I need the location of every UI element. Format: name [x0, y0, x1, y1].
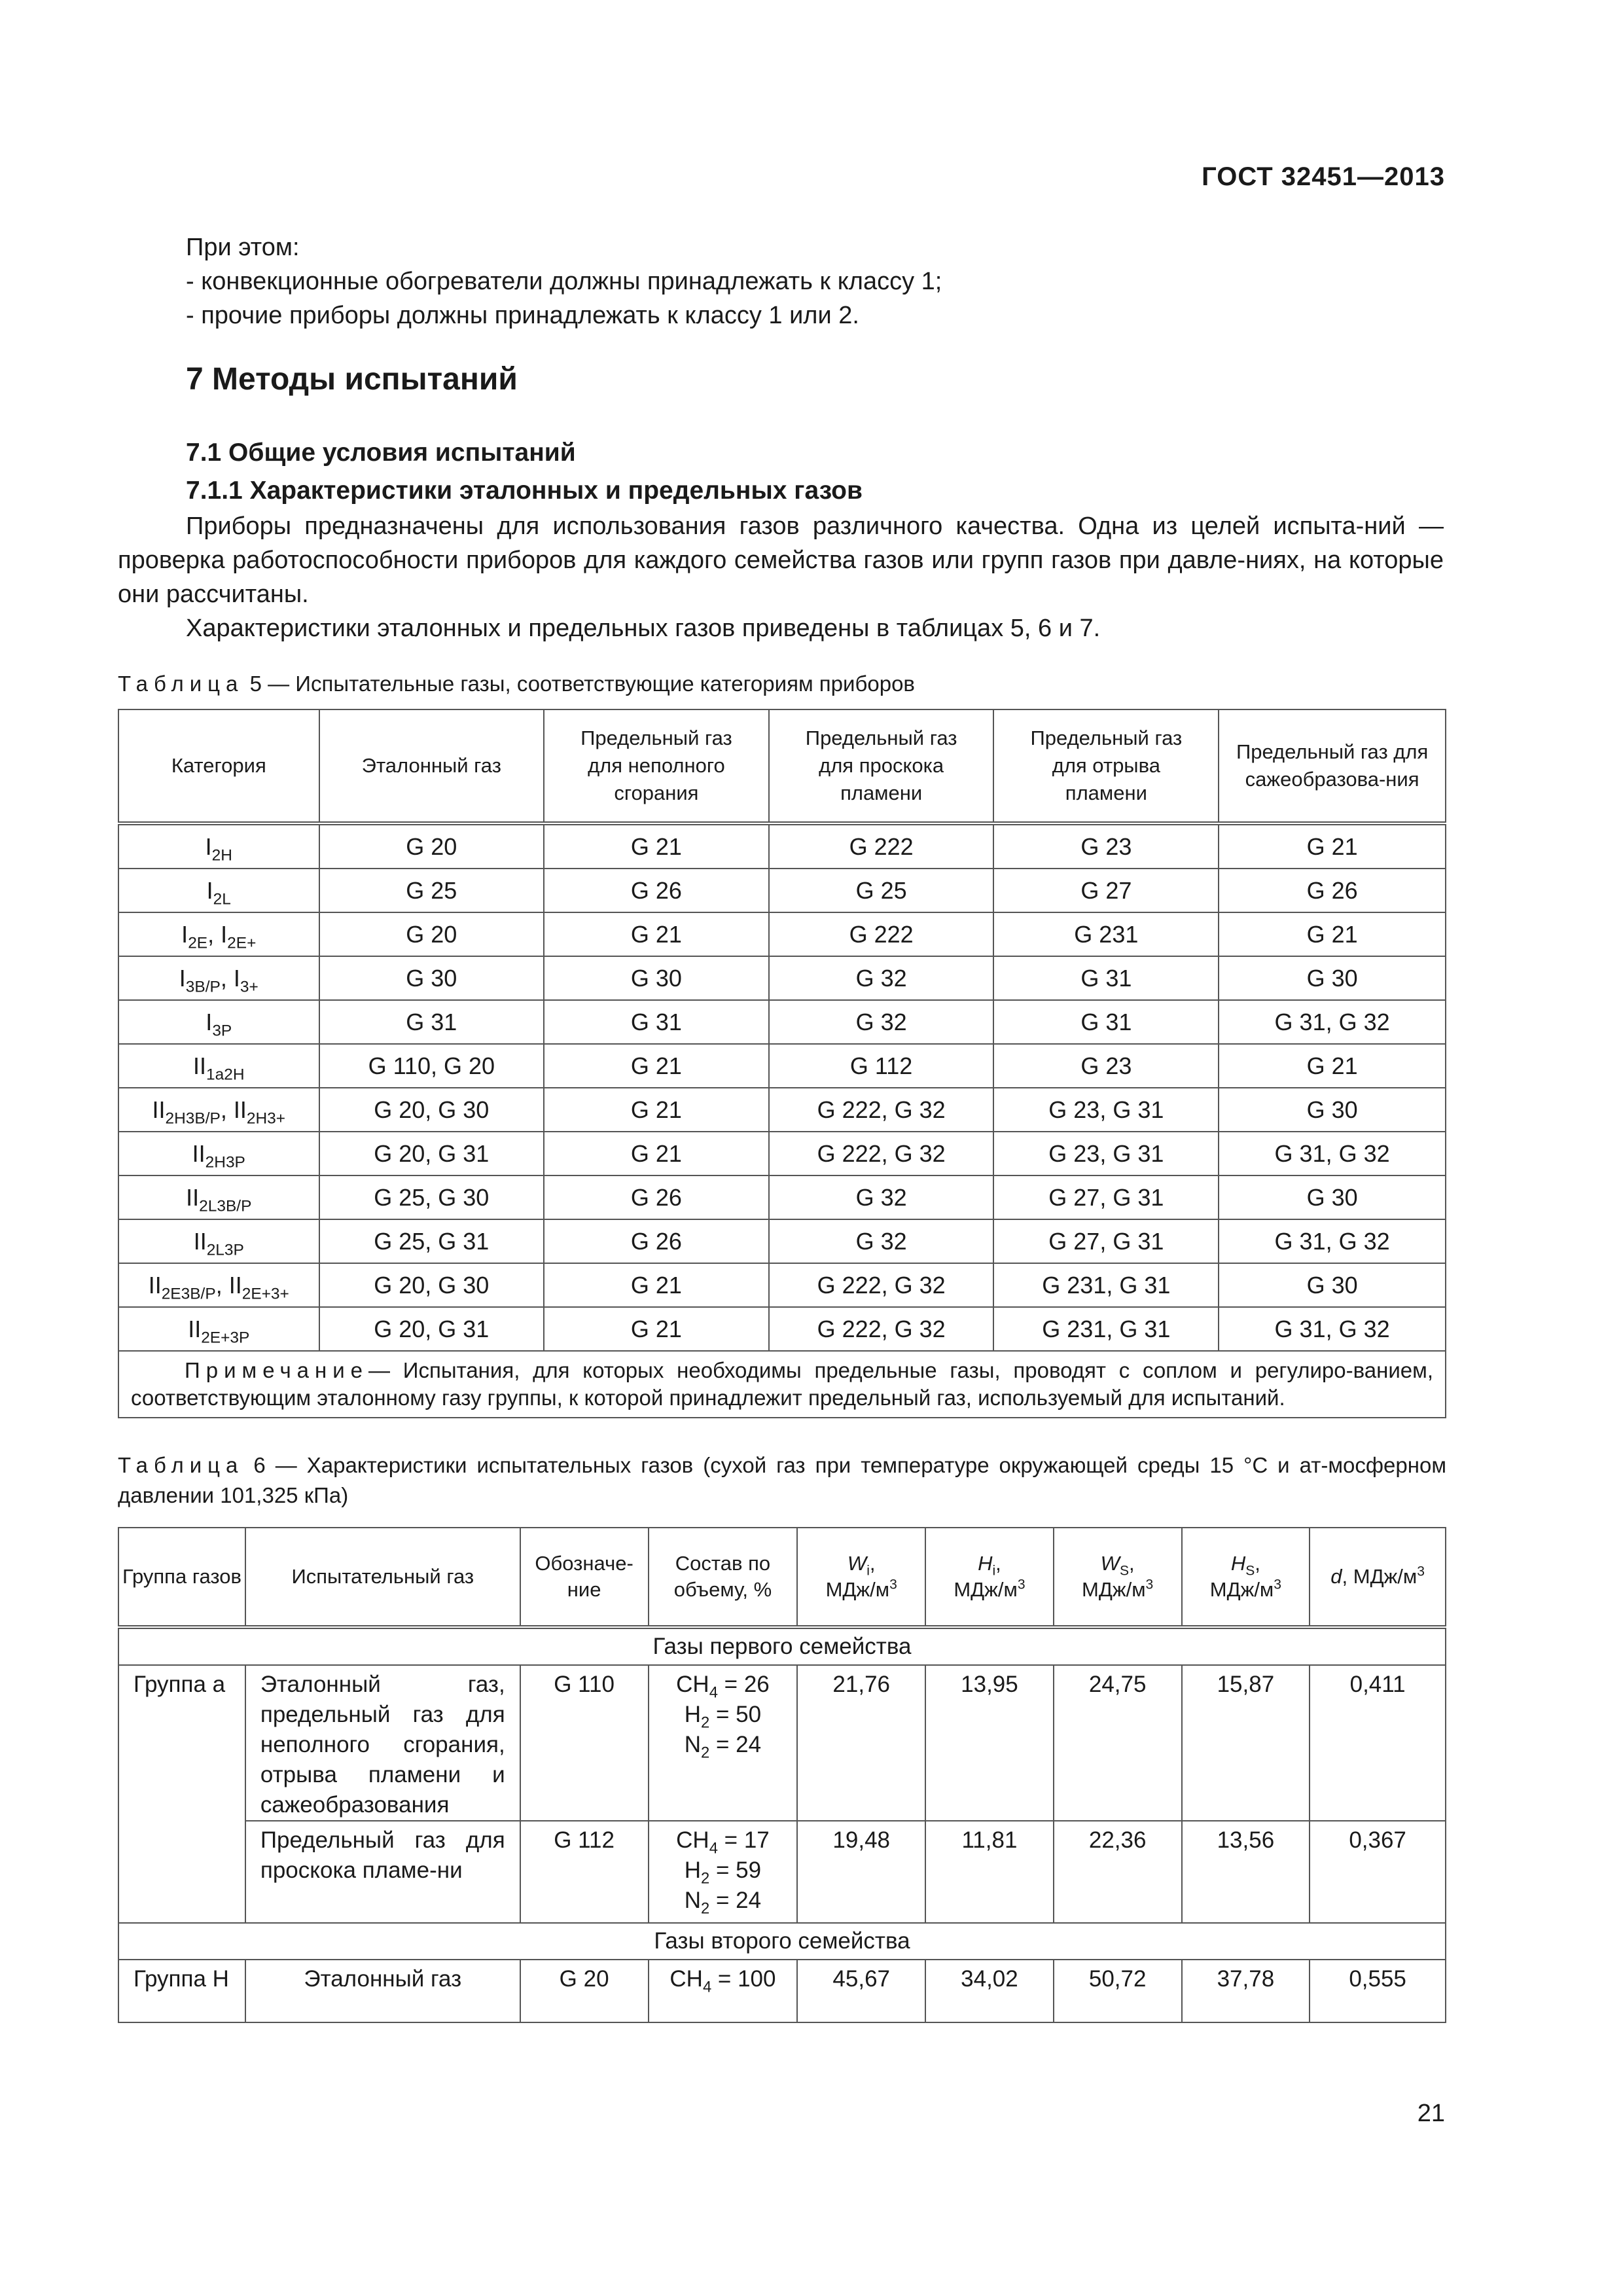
table-5-category: $II_{2L3B/P}$: [118, 1175, 319, 1219]
table-5-header: Предельный газ для неполного сгорания: [544, 709, 769, 823]
table-5-cell: G 21: [544, 1132, 769, 1175]
table-6-caption-number: 6: [253, 1453, 266, 1477]
table-5-cell: G 31, G 32: [1219, 1000, 1446, 1044]
table-5-category: $I_{2H}$: [118, 823, 319, 869]
table-6-wi: 21,76: [797, 1665, 925, 1821]
table-5-cell: G 26: [544, 1219, 769, 1263]
table-5-header: Предельный газ для сажеобразова-ния: [1219, 709, 1446, 823]
table-6-composition: $CH_4 = 100$: [649, 1960, 798, 2022]
table-5-cell: G 21: [544, 1088, 769, 1132]
table-5-note-text: — Испытания, для которых необходимы предельные газы, проводят с соплом и регулиро-ванием, соответствующим эталонному газу группы, к которой принадлежит предельный газ, используемый для испытаний.: [131, 1358, 1433, 1410]
table-6-hs: 13,56: [1182, 1821, 1310, 1923]
paragraph-2: Характеристики эталонных и предельных газов приведены в таблицах 5, 6 и 7.: [186, 615, 1101, 642]
table-5-cell: G 23: [993, 1044, 1219, 1088]
table-5-cell: G 32: [769, 1175, 994, 1219]
table-5-category: $II_{2E3B/P}$, $II_{2E+3+}$: [118, 1263, 319, 1307]
table-5-caption-number: 5: [249, 672, 262, 696]
table-6-ws: 22,36: [1054, 1821, 1182, 1923]
table-6-ws: 24,75: [1054, 1665, 1182, 1821]
page-number: 21: [1417, 2100, 1445, 2127]
table-5-category: $I_{2E}$, $I_{2E+}$: [118, 912, 319, 956]
table-5-cell: G 31: [319, 1000, 544, 1044]
table-5-cell: G 30: [544, 956, 769, 1000]
table-6-family-2: Газы второго семейства: [118, 1923, 1446, 1960]
table-5-header: Эталонный газ: [319, 709, 544, 823]
table-6-ws: 50,72: [1054, 1960, 1182, 2022]
table-6-header-hi: $H_i$, МДж/$м^3$: [925, 1528, 1054, 1627]
intro-lead: При этом:: [186, 234, 300, 261]
table-5-cell: G 222, G 32: [769, 1088, 994, 1132]
table-5-category: $II_{2H3B/P}$, $II_{2H3+}$: [118, 1088, 319, 1132]
table-5-cell: G 32: [769, 1000, 994, 1044]
section-7-1-heading: 7.1 Общие условия испытаний: [186, 439, 576, 467]
standard-designation: ГОСТ 32451—2013: [1202, 162, 1445, 191]
table-6-gas: Эталонный газ, предельный газ для неполного сгорания, отрыва пламени и сажеобразования: [245, 1665, 520, 1821]
table-row: [118, 823, 1446, 869]
table-5-cell: G 31, G 32: [1219, 1307, 1446, 1351]
table-5-note: [118, 1351, 1446, 1418]
table-5-cell: G 21: [544, 823, 769, 869]
table-6: [118, 1527, 1446, 2023]
table-row: [118, 1175, 1446, 1219]
table-5-cell: G 25, G 31: [319, 1219, 544, 1263]
table-5-cell: G 20, G 31: [319, 1307, 544, 1351]
table-row: [118, 1044, 1446, 1088]
table-5: [118, 709, 1446, 1418]
table-5-header: Предельный газ для отрыва пламени: [993, 709, 1219, 823]
table-5-caption: [118, 669, 1446, 699]
table-6-hi: 34,02: [925, 1960, 1054, 2022]
table-5-cell: G 20, G 31: [319, 1132, 544, 1175]
table-5-category: $II_{2H3P}$: [118, 1132, 319, 1175]
table-6-group-a: Группа а: [118, 1665, 245, 1923]
table-5-cell: G 25, G 30: [319, 1175, 544, 1219]
table-5-cell: G 21: [544, 912, 769, 956]
table-5-cell: G 32: [769, 956, 994, 1000]
table-5-cell: G 31: [993, 1000, 1219, 1044]
table-5-cell: G 26: [544, 869, 769, 912]
table-row: [118, 1219, 1446, 1263]
table-5-cell: G 25: [769, 869, 994, 912]
table-5-cell: G 21: [1219, 1044, 1446, 1088]
table-5-cell: G 30: [1219, 1263, 1446, 1307]
table-5-cell: G 20: [319, 912, 544, 956]
table-6-group-h: Группа Н: [118, 1960, 245, 2022]
table-row: [118, 1307, 1446, 1351]
table-5-cell: G 222, G 32: [769, 1263, 994, 1307]
table-6-hs: 15,87: [1182, 1665, 1310, 1821]
table-5-cell: G 27, G 31: [993, 1175, 1219, 1219]
table-5-cell: G 23, G 31: [993, 1088, 1219, 1132]
table-5-caption-label: Таблица: [118, 672, 244, 696]
table-6-caption-text: — Характеристики испытательных газов (сухой газ при температуре окружающей среды 15 °С и ат-мосферном давлении 101,325 кПа): [118, 1453, 1447, 1507]
table-5-caption-text: — Испытательные газы, соответствующие категориям приборов: [268, 672, 915, 696]
table-5-header: Категория: [118, 709, 319, 823]
table-6-wi: 45,67: [797, 1960, 925, 2022]
table-5-cell: G 27: [993, 869, 1219, 912]
table-6-composition: $CH_4 = 26$ $H_2 = 50$ $N_2 = 24$: [649, 1665, 798, 1821]
table-5-category: $II_{2E+3P}$: [118, 1307, 319, 1351]
table-6-d: 0,367: [1310, 1821, 1446, 1923]
table-5-cell: G 21: [1219, 823, 1446, 869]
table-5-cell: G 30: [1219, 1088, 1446, 1132]
table-5-category: $I_{3P}$: [118, 1000, 319, 1044]
table-5-cell: G 31: [544, 1000, 769, 1044]
table-5-cell: G 110, G 20: [319, 1044, 544, 1088]
table-5-cell: G 32: [769, 1219, 994, 1263]
table-5-cell: G 21: [544, 1044, 769, 1088]
section-7-1-1-heading: 7.1.1 Характеристики эталонных и предельных газов: [186, 476, 863, 505]
table-5-cell: G 31: [993, 956, 1219, 1000]
table-5-cell: G 222, G 32: [769, 1132, 994, 1175]
table-5-cell: G 21: [544, 1263, 769, 1307]
table-6-header-gas: Испытательный газ: [245, 1528, 520, 1627]
section-7-heading: 7 Методы испытаний: [186, 362, 518, 397]
table-5-cell: G 20, G 30: [319, 1263, 544, 1307]
table-5-cell: G 231, G 31: [993, 1263, 1219, 1307]
table-5-cell: G 31, G 32: [1219, 1219, 1446, 1263]
table-6-caption-label: Таблица: [118, 1453, 244, 1477]
table-5-cell: G 222: [769, 823, 994, 869]
table-6-d: 0,411: [1310, 1665, 1446, 1821]
table-5-cell: G 21: [1219, 912, 1446, 956]
table-6-gas: Эталонный газ: [245, 1960, 520, 2022]
table-6-designation: G 20: [520, 1960, 649, 2022]
table-5-cell: G 25: [319, 869, 544, 912]
table-5-note-label: Примечание: [185, 1358, 369, 1382]
table-5-category: $I_{3B/P}$, $I_{3+}$: [118, 956, 319, 1000]
table-6-header-wi: $W_i$, МДж/$м^3$: [797, 1528, 925, 1627]
intro-item-2: - прочие приборы должны принадлежать к классу 1 или 2.: [186, 302, 859, 329]
table-6-designation: G 112: [520, 1821, 649, 1923]
table-5-cell: G 30: [1219, 1175, 1446, 1219]
table-6-header-group: Группа газов: [118, 1528, 245, 1627]
table-6-hs: 37,78: [1182, 1960, 1310, 2022]
table-row: [118, 1000, 1446, 1044]
table-5-cell: G 23: [993, 823, 1219, 869]
table-6-d: 0,555: [1310, 1960, 1446, 2022]
table-6-hi: 13,95: [925, 1665, 1054, 1821]
table-6-composition: $CH_4 = 17$ $H_2 = 59$ $N_2 = 24$: [649, 1821, 798, 1923]
table-5-cell: G 112: [769, 1044, 994, 1088]
table-6-header-designation: Обозначе-ние: [520, 1528, 649, 1627]
table-5-cell: G 23, G 31: [993, 1132, 1219, 1175]
table-row: [118, 1132, 1446, 1175]
table-5-cell: G 21: [544, 1307, 769, 1351]
table-5-cell: G 30: [319, 956, 544, 1000]
table-6-wi: 19,48: [797, 1821, 925, 1923]
table-5-cell: G 222: [769, 912, 994, 956]
table-6-header-composition: Состав по объему, %: [649, 1528, 798, 1627]
table-5-cell: G 20: [319, 823, 544, 869]
table-5-category: $II_{2L3P}$: [118, 1219, 319, 1263]
table-5-category: $I_{2L}$: [118, 869, 319, 912]
table-6-caption: [118, 1450, 1446, 1511]
table-5-header: Предельный газ для проскока пламени: [769, 709, 994, 823]
table-5-cell: G 27, G 31: [993, 1219, 1219, 1263]
table-row: [118, 912, 1446, 956]
table-6-header-d: d, МДж/$м^3$: [1310, 1528, 1446, 1627]
intro-item-1: - конвекционные обогреватели должны принадлежать к классу 1;: [186, 268, 942, 295]
table-row: [118, 1088, 1446, 1132]
table-5-cell: G 20, G 30: [319, 1088, 544, 1132]
table-6-gas: Предельный газ для проскока пламе-ни: [245, 1821, 520, 1923]
table-row: [118, 1263, 1446, 1307]
table-6-designation: G 110: [520, 1665, 649, 1821]
table-row: [118, 869, 1446, 912]
table-5-cell: G 26: [1219, 869, 1446, 912]
table-5-cell: G 31, G 32: [1219, 1132, 1446, 1175]
table-5-category: $II_{1a2H}$: [118, 1044, 319, 1088]
table-row: [118, 956, 1446, 1000]
table-5-cell: G 231: [993, 912, 1219, 956]
paragraph-1: Приборы предназначены для использования газов различного качества. Одна из целей испыта-ний — проверка работоспособности приборов для каждого семейства газов или групп газов при давле-ниях, на которые они рассчитаны.: [118, 512, 1444, 608]
table-5-cell: G 231, G 31: [993, 1307, 1219, 1351]
table-5-cell: G 26: [544, 1175, 769, 1219]
table-6-hi: 11,81: [925, 1821, 1054, 1923]
table-6-header-hs: $H_S$, МДж/$м^3$: [1182, 1528, 1310, 1627]
table-5-cell: G 30: [1219, 956, 1446, 1000]
table-6-family-1: Газы первого семейства: [118, 1627, 1446, 1665]
table-6-header-ws: $W_S$, МДж/$м^3$: [1054, 1528, 1182, 1627]
table-5-cell: G 222, G 32: [769, 1307, 994, 1351]
